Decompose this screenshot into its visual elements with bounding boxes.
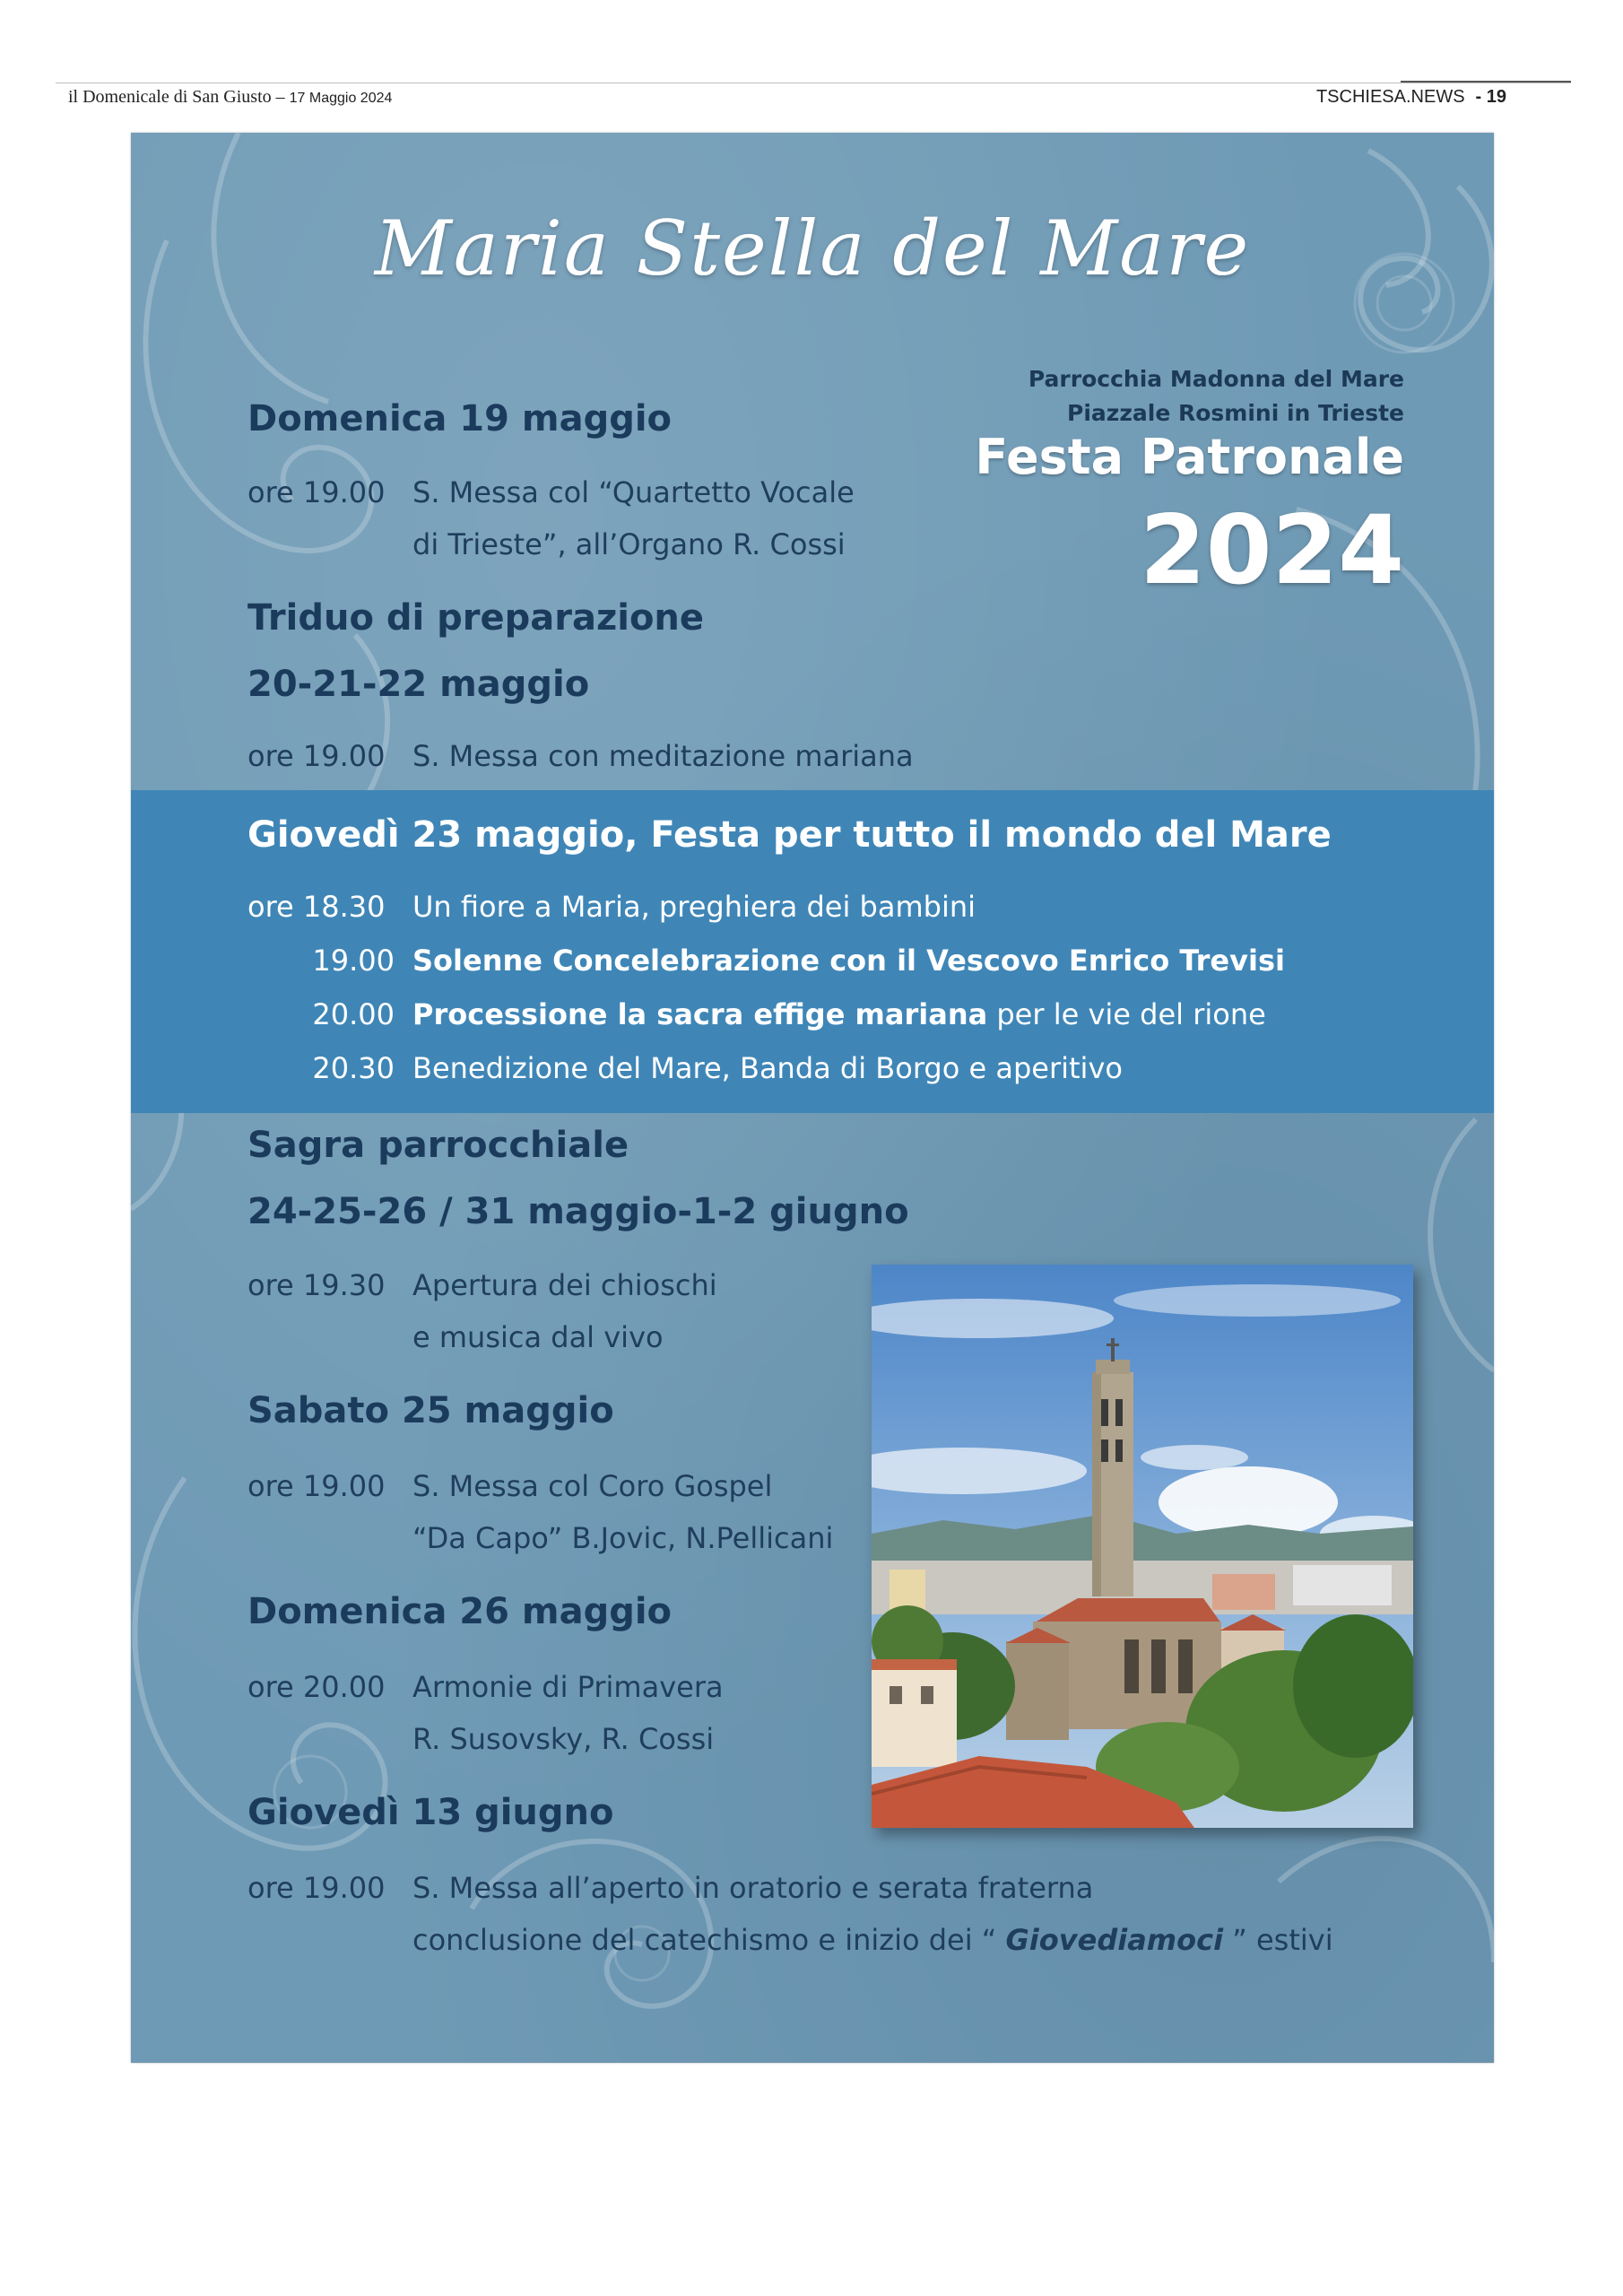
event-row — [247, 944, 1285, 978]
site-name: TSCHIESA.NEWS — [1315, 87, 1465, 107]
heading-giovedi-23: Giovedì 23 maggio, Festa per tutto il mondo del Mare — [247, 814, 1332, 856]
heading-giovedi-13: Giovedì 13 giugno — [247, 1792, 614, 1833]
event-time: ore 20.00 — [247, 1670, 386, 1704]
event-text: Armonie di Primavera — [412, 1670, 724, 1704]
festa-year: 2024 — [1139, 495, 1404, 605]
heading-triduo: Triduo di preparazione — [247, 597, 705, 639]
event-row — [247, 997, 1266, 1031]
event-row — [247, 1268, 717, 1302]
event-time: ore 19.00 — [247, 739, 386, 773]
publication-date: 17 Maggio 2024 — [289, 91, 393, 106]
site-and-page — [1316, 87, 1506, 108]
event-time: ore 19.00 — [247, 1469, 386, 1503]
event-text: Un fiore a Maria, preghiera dei bambini — [412, 890, 976, 924]
heading-domenica-26: Domenica 26 maggio — [247, 1591, 673, 1632]
event-text: S. Messa all’aperto in oratorio e serata fraterna — [412, 1871, 1094, 1905]
event-text: S. Messa col Coro Gospel — [412, 1469, 773, 1503]
event-row — [247, 1051, 1123, 1085]
page-header — [56, 83, 1571, 114]
event-time: 20.30 — [312, 1051, 395, 1085]
event-time: ore 19.30 — [247, 1268, 386, 1302]
event-time: ore 18.30 — [247, 890, 386, 924]
event-text: Solenne Concelebrazione con il Vescovo Enrico Trevisi — [412, 944, 1285, 978]
heading-domenica-19: Domenica 19 maggio — [247, 398, 673, 439]
parish-name: Parrocchia Madonna del Mare — [1028, 366, 1404, 392]
heading-sagra: Sagra parrocchiale — [247, 1125, 629, 1166]
event-row — [247, 1871, 1093, 1905]
festa-patronale: Festa Patronale — [975, 429, 1404, 485]
parish-address: Piazzale Rosmini in Trieste — [1067, 400, 1404, 426]
event-row — [247, 739, 914, 773]
event-row — [247, 1670, 724, 1704]
giovediamoci-label: Giovediamoci — [1005, 1923, 1224, 1957]
event-time: ore 19.00 — [247, 475, 386, 509]
event-text-continued: “Da Capo” B.Jovic, N.Pellicani — [412, 1521, 834, 1555]
event-text-continued: di Trieste”, all’Organo R. Cossi — [412, 527, 846, 561]
event-row — [247, 890, 976, 924]
church-bell-tower-image — [872, 1265, 1413, 1828]
event-text: S. Messa col “Quartetto Vocale — [412, 475, 855, 509]
event-text-continued: conclusione del catechismo e inizio dei “ Giovediamoci ” estivi — [412, 1923, 1333, 1957]
heading-triduo-dates: 20-21-22 maggio — [247, 664, 590, 705]
page-number: - 19 — [1475, 87, 1506, 107]
event-time: 19.00 — [312, 944, 395, 978]
event-text-bold: Processione la sacra effige mariana — [412, 997, 988, 1031]
heading-sabato-25: Sabato 25 maggio — [247, 1390, 614, 1431]
poster-title: Maria Stella del Mare — [374, 204, 1251, 292]
publication-name: il Domenicale di San Giusto – 17 Maggio 2024 — [68, 87, 393, 107]
heading-sagra-dates: 24-25-26 / 31 maggio-1-2 giugno — [247, 1191, 909, 1232]
event-text-continued: e musica dal vivo — [412, 1320, 664, 1354]
event-row — [247, 475, 855, 509]
parish-info — [1028, 362, 1404, 430]
event-poster — [131, 133, 1494, 2063]
event-text: Apertura dei chioschi — [412, 1268, 717, 1302]
event-text-continued: R. Susovsky, R. Cossi — [412, 1722, 715, 1756]
event-row — [247, 1469, 772, 1503]
event-text: per le vie del rione — [987, 997, 1266, 1031]
event-text: S. Messa con meditazione mariana — [412, 739, 914, 773]
event-time: ore 19.00 — [247, 1871, 386, 1905]
header-rule — [1401, 81, 1571, 83]
church-photo — [872, 1265, 1413, 1828]
event-time: 20.00 — [312, 997, 395, 1031]
event-text: Benedizione del Mare, Banda di Borgo e aperitivo — [412, 1051, 1123, 1085]
